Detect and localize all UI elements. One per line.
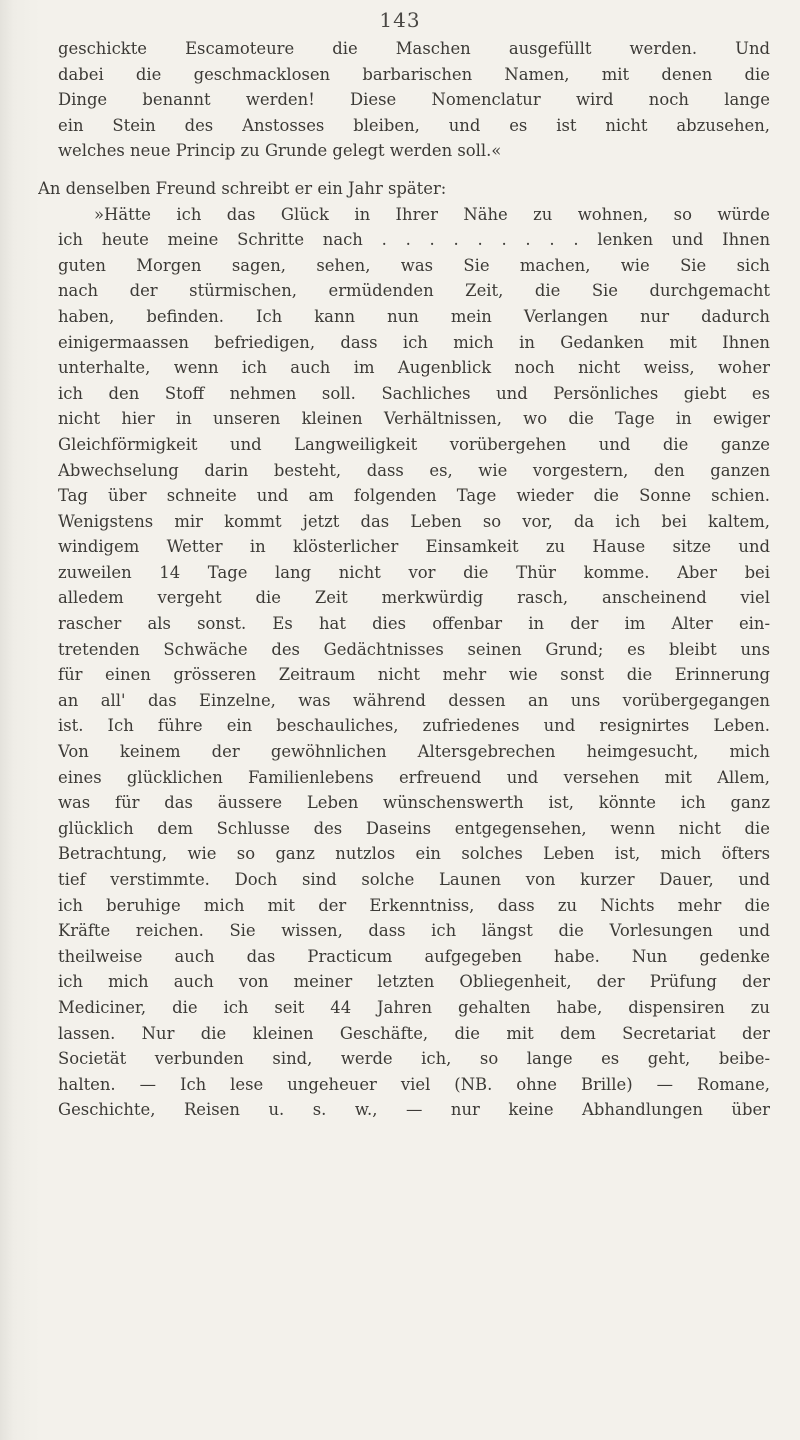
text-line: tretenden Schwäche des Gedächtnisses seinen Grund; es bleibt uns: [58, 639, 770, 659]
page-number: 143: [379, 8, 421, 32]
text-line: glücklich dem Schlusse des Daseins entgegensehen, wenn nicht die: [58, 818, 770, 838]
text-line: Abwechselung darin besteht, dass es, wie vorgestern, den ganzen: [58, 460, 770, 480]
text-line: welches neue Princip zu Grunde gelegt werden soll.«: [58, 141, 502, 161]
text-line: alledem vergeht die Zeit merkwürdig rasch, anscheinend viel: [58, 588, 770, 608]
text-line: ein Stein des Anstosses bleiben, und es ist nicht abzusehen,: [58, 115, 770, 135]
text-line: Dinge benannt werden! Diese Nomenclatur wird noch lange: [58, 90, 770, 110]
text-line: ich heute meine Schritte nach . . . . . . . . . lenken und Ihnen: [58, 230, 770, 250]
paragraph-2: [58, 202, 770, 1123]
text-line: tief verstimmte. Doch sind solche Launen von kurzer Dauer, und: [58, 870, 770, 889]
text-line: ich beruhige mich mit der Erkenntniss, dass zu Nichts mehr die: [58, 895, 770, 915]
text-line: nicht hier in unseren kleinen Verhältnissen, wo die Tage in ewiger: [58, 409, 770, 429]
text-line: Kräfte reichen. Sie wissen, dass ich längst die Vorlesungen und: [58, 921, 770, 941]
text-line: halten. — Ich lese ungeheuer viel (NB. ohne Brille) — Romane,: [58, 1074, 770, 1094]
text-line: nach der stürmischen, ermüdenden Zeit, die Sie durchgemacht: [58, 281, 770, 301]
text-line: Mediciner, die ich seit 44 Jahren gehalten habe, dispensiren zu: [58, 997, 770, 1017]
text-line: Wenigstens mir kommt jetzt das Leben so vor, da ich bei kaltem,: [58, 511, 770, 531]
text-line: Betrachtung, wie so ganz nutzlos ein solches Leben ist, mich öfters: [58, 844, 770, 864]
body-text: [38, 36, 770, 1123]
text-line: Societät verbunden sind, werde ich, so lange es geht, beibe-: [58, 1049, 770, 1069]
text-line: ist. Ich führe ein beschauliches, zufriedenes und resignirtes Leben.: [58, 716, 770, 736]
text-line: windigem Wetter in klösterlicher Einsamkeit zu Hause sitze und: [58, 537, 770, 557]
text-line: für einen grösseren Zeitraum nicht mehr wie sonst die Erinnerung: [58, 665, 770, 685]
text-line: einigermaassen befriedigen, dass ich mich in Gedanken mit Ihnen: [58, 332, 770, 352]
text-line: was für das äussere Leben wünschenswerth ist, könnte ich ganz: [58, 793, 770, 813]
paragraph-gap: [58, 164, 770, 176]
text-line: zuweilen 14 Tage lang nicht vor die Thür komme. Aber bei: [58, 562, 770, 582]
text-line: Gleichförmigkeit und Langweiligkeit vorübergehen und die ganze: [58, 434, 770, 454]
text-line: theilweise auch das Practicum aufgegeben habe. Nun gedenke: [58, 946, 770, 966]
text-line: eines glücklichen Familienlebens erfreuend und versehen mit Allem,: [58, 767, 770, 787]
text-line: an all' das Einzelne, was während dessen an uns vorübergegangen: [58, 690, 770, 710]
text-line: Geschichte, Reisen u. s. w., — nur keine Abhandlungen über: [58, 1100, 770, 1120]
text-line: ich mich auch von meiner letzten Obliegenheit, der Prüfung der: [58, 972, 770, 992]
intro-line: An denselben Freund schreibt er ein Jahr später:: [38, 178, 447, 198]
text-line: rascher als sonst. Es hat dies offenbar in der im Alter ein-: [58, 614, 770, 634]
text-line: haben, befinden. Ich kann nun mein Verlangen nur dadurch: [58, 306, 770, 326]
text-line: dabei die geschmacklosen barbarischen Namen, mit denen die: [58, 64, 770, 84]
text-line: »Hätte ich das Glück in Ihrer Nähe zu wohnen, so würde: [94, 204, 770, 224]
text-line: guten Morgen sagen, sehen, was Sie machen, wie Sie sich: [58, 255, 770, 275]
text-line: geschickte Escamoteure die Maschen ausgefüllt werden. Und: [58, 39, 770, 58]
text-line: lassen. Nur die kleinen Geschäfte, die mit dem Secretariat der: [58, 1023, 770, 1043]
text-line: Tag über schneite und am folgenden Tage wieder die Sonne schien.: [58, 486, 770, 506]
text-line: Von keinem der gewöhnlichen Altersgebrechen heimgesucht, mich: [58, 742, 770, 762]
text-line: ich den Stoff nehmen soll. Sachliches und Persönliches giebt es: [58, 383, 770, 403]
text-line: unterhalte, wenn ich auch im Augenblick noch nicht weiss, woher: [58, 358, 770, 378]
paragraph-1: [58, 36, 770, 164]
